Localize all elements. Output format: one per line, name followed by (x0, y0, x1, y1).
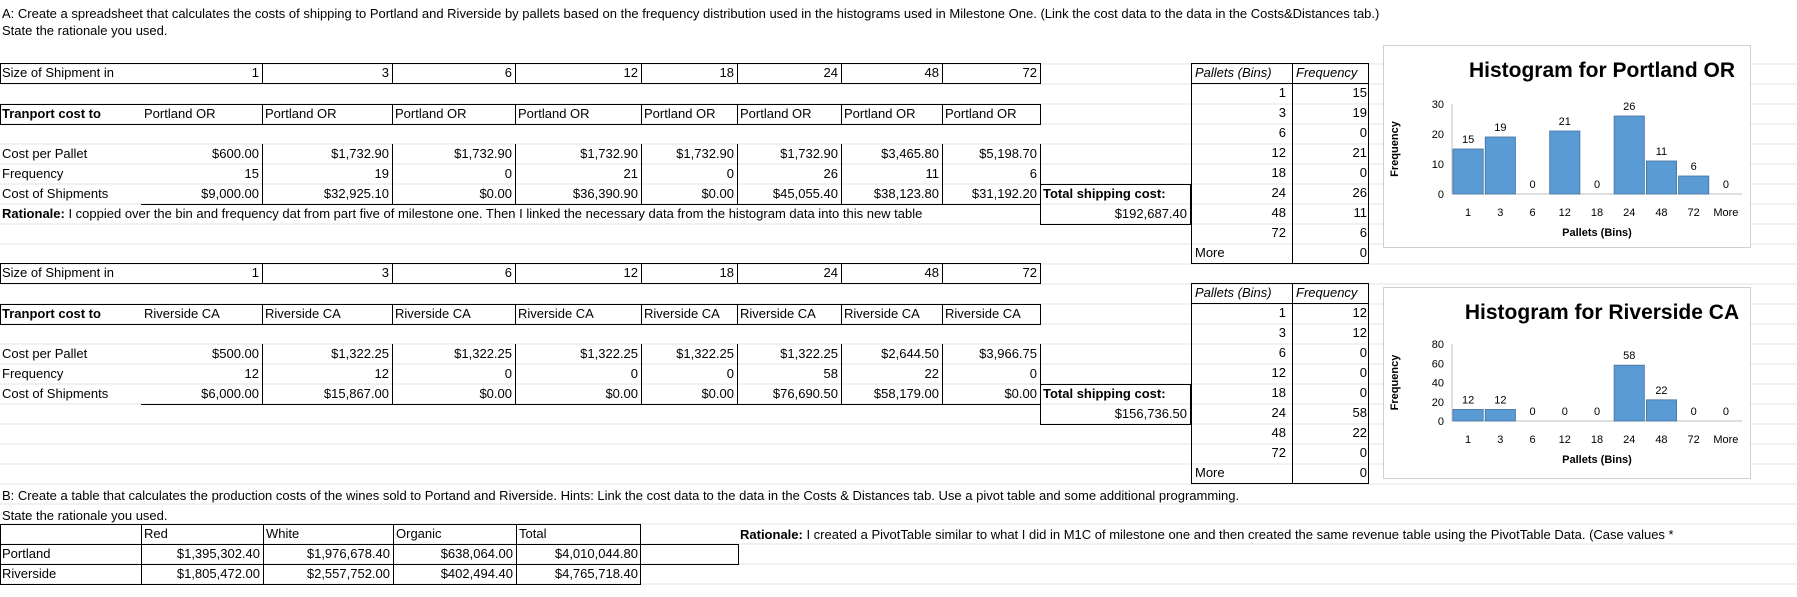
x-tick-label: 18 (1590, 434, 1604, 446)
histogram-portland-plot (1384, 46, 1750, 247)
shipment-size-cell[interactable]: 6 (504, 65, 512, 80)
destination-cell[interactable]: Portland OR (644, 106, 716, 121)
ships-cell[interactable]: $45,055.40 (772, 186, 838, 201)
y-tick-label: 30 (1431, 99, 1444, 111)
x-axis-title: Pallets (Bins) (1562, 227, 1632, 239)
destination-cell[interactable]: Portland OR (144, 106, 216, 121)
data-label-More: 0 (1722, 406, 1729, 418)
destination-cell[interactable]: Portland OR (518, 106, 590, 121)
histogram-riverside-chart[interactable] (1383, 287, 1751, 479)
costs-cell[interactable]: $3,465.80 (881, 146, 939, 161)
bin-cell[interactable]: 3 (1278, 325, 1286, 340)
x-tick-label: 24 (1623, 434, 1636, 446)
shipment-size-cell[interactable]: 24 (823, 65, 838, 80)
instruction-b-line1: B: Create a table that calculates the production costs of the wines sold to Portand and Riverside. Hints: Link the cost data to the data in the Costs & Distances tab. Use a pivot table and some additional programming. (2, 488, 1240, 503)
x-tick-label: 12 (1558, 434, 1571, 446)
cell-border (1040, 63, 1041, 84)
ships-label[interactable]: Cost of Shipments (2, 186, 109, 201)
cell-border (942, 104, 943, 125)
histogram-riverside-plot (1384, 288, 1750, 478)
cell-border (1040, 364, 1041, 384)
bar-48 (1646, 161, 1676, 194)
production-value-cell[interactable]: $4,765,718.40 (554, 566, 638, 581)
data-label-24: 58 (1623, 350, 1636, 363)
production-header[interactable]: Total (519, 526, 547, 541)
frequency-header[interactable]: Frequency (1296, 285, 1358, 300)
bin-frequency-cell[interactable]: 26 (1352, 185, 1367, 200)
rationale-label: Rationale: (2, 206, 65, 221)
cell-border (262, 304, 263, 325)
ships-cell[interactable]: $6,000.00 (201, 386, 259, 401)
cell-border (1040, 344, 1041, 364)
shipment-size-cell[interactable]: 72 (1022, 65, 1037, 80)
bin-cell[interactable]: 48 (1271, 205, 1286, 220)
y-tick-label: 80 (1431, 339, 1444, 351)
costs-cell[interactable]: $1,732.90 (331, 146, 389, 161)
costs-cell[interactable]: $1,322.25 (454, 346, 512, 361)
cell-border (737, 304, 738, 325)
bin-cell[interactable]: 12 (1271, 145, 1286, 160)
bar-3 (1485, 137, 1515, 194)
costs-cell[interactable]: $1,732.90 (580, 146, 638, 161)
y-tick-label: 20 (1431, 129, 1444, 141)
y-tick-label: 0 (1437, 189, 1444, 201)
cell-border (841, 104, 842, 125)
cell-border (1292, 63, 1293, 84)
freqs-cell[interactable]: 22 (924, 366, 939, 381)
ships-cell[interactable]: $58,179.00 (873, 386, 939, 401)
ships-cell[interactable]: $36,390.90 (572, 186, 638, 201)
costs-cell[interactable]: $1,322.25 (780, 346, 838, 361)
production-value-cell[interactable]: $4,010,044.80 (554, 546, 638, 561)
shipment-size-cell[interactable]: 48 (924, 65, 939, 80)
bin-frequency-cell[interactable]: 11 (1353, 205, 1367, 220)
destination-cell[interactable]: Riverside CA (644, 306, 720, 321)
data-label-72: 0 (1690, 406, 1697, 418)
size-label[interactable]: Size of Shipment in (2, 65, 115, 80)
y-tick-label: 10 (1431, 159, 1444, 171)
production-value-cell[interactable]: $1,805,472.00 (176, 566, 260, 581)
bar-1 (1453, 149, 1483, 194)
x-tick-label: 6 (1529, 207, 1536, 219)
destination-cell[interactable]: Riverside CA (395, 306, 471, 321)
destination-cell[interactable]: Portland OR (945, 106, 1017, 121)
x-tick-label: 3 (1497, 207, 1504, 219)
bin-cell[interactable]: 72 (1271, 445, 1286, 460)
ships-cell[interactable]: $0.00 (701, 386, 734, 401)
x-tick-label: 72 (1687, 434, 1700, 446)
cell-border (1292, 303, 1293, 484)
cell-border (942, 304, 943, 325)
freqs-cell[interactable]: 12 (374, 366, 389, 381)
shipment-size-cell[interactable]: 18 (719, 65, 734, 80)
ships-label[interactable]: Cost of Shipments (2, 386, 109, 401)
frequency-header[interactable]: Frequency (1296, 65, 1358, 80)
y-tick-label: 60 (1431, 358, 1444, 371)
x-tick-label: 48 (1655, 434, 1668, 446)
bin-cell[interactable]: 6 (1278, 125, 1286, 140)
destination-cell[interactable]: Riverside CA (945, 306, 1021, 321)
costs-cell[interactable]: $5,198.70 (979, 146, 1037, 161)
cell-border (262, 104, 263, 125)
ships-cell[interactable]: $0.00 (479, 386, 512, 401)
shipment-size-cell[interactable]: 24 (823, 265, 838, 280)
data-label-More: 0 (1722, 179, 1729, 191)
production-rationale-label: Rationale: (740, 527, 803, 542)
bin-cell[interactable]: 24 (1271, 405, 1286, 420)
cell-border (641, 544, 739, 545)
production-header[interactable]: Organic (396, 526, 442, 541)
destination-cell[interactable]: Riverside CA (844, 306, 920, 321)
data-label-18: 0 (1593, 406, 1601, 418)
bar-3 (1485, 409, 1515, 421)
bin-cell[interactable]: 1 (1278, 305, 1286, 320)
costs-cell[interactable]: $600.00 (212, 146, 259, 161)
x-tick-label: 6 (1529, 434, 1536, 446)
destination-cell[interactable]: Riverside CA (740, 306, 816, 321)
ships-cell[interactable]: $31,192.20 (971, 186, 1037, 201)
bin-frequency-cell[interactable]: 0 (1359, 125, 1367, 140)
data-label-12: 0 (1561, 406, 1568, 418)
freqs-cell[interactable]: 6 (1029, 166, 1037, 181)
cell-border (641, 104, 642, 125)
shipment-size-cell[interactable]: 12 (623, 65, 638, 80)
bins_portland-body-border (1191, 83, 1369, 264)
ships-cell[interactable]: $0.00 (605, 386, 638, 401)
bin-cell[interactable]: More (1195, 245, 1225, 260)
destination-cell[interactable]: Riverside CA (144, 306, 220, 321)
bin-frequency-cell[interactable]: 15 (1352, 85, 1367, 100)
cell-border (141, 404, 1041, 405)
destination-cell[interactable]: Riverside CA (518, 306, 594, 321)
bin-frequency-cell[interactable]: 0 (1359, 445, 1367, 460)
freqs-cell[interactable]: 0 (504, 166, 512, 181)
y-axis-title: Frequency (1389, 121, 1401, 177)
bin-cell[interactable]: 12 (1271, 365, 1286, 380)
bar-12 (1550, 131, 1580, 194)
freqs-cell[interactable]: 58 (823, 366, 838, 381)
ships-cell[interactable]: $15,867.00 (323, 386, 389, 401)
data-label-72: 6 (1690, 161, 1697, 173)
data-label-1: 15 (1461, 134, 1475, 146)
x-axis-title: Pallets (Bins) (1562, 454, 1632, 466)
costs-cell[interactable]: $1,732.90 (676, 146, 734, 161)
ships-cell[interactable]: $9,000.00 (201, 186, 259, 201)
size-label[interactable]: Size of Shipment in (2, 265, 115, 280)
x-tick-label: 48 (1655, 207, 1668, 219)
x-tick-label: 3 (1497, 434, 1504, 446)
shipment-size-cell[interactable]: 3 (381, 65, 389, 80)
ships-cell[interactable]: $38,123.80 (873, 186, 939, 201)
costs-cell[interactable]: $1,732.90 (780, 146, 838, 161)
production-value-cell[interactable]: $402,494.40 (440, 566, 513, 581)
cell-border (515, 104, 516, 125)
destination-cell[interactable]: Portland OR (740, 106, 812, 121)
ships-cell[interactable]: $0.00 (701, 186, 734, 201)
shipment-size-cell[interactable]: 6 (504, 265, 512, 280)
production-rationale-text: I created a PivotTable similar to what I did in M1C of milestone one and then created the same revenue table using the PivotTable Data. (Case values * (802, 527, 1674, 542)
bins-header[interactable]: Pallets (Bins) (1195, 285, 1272, 300)
bin-cell[interactable]: 18 (1271, 165, 1286, 180)
bin-frequency-cell[interactable]: 21 (1352, 145, 1367, 160)
bin-cell[interactable]: 72 (1271, 225, 1286, 240)
cell-border (392, 304, 393, 325)
ships-cell[interactable]: $76,690.50 (772, 386, 838, 401)
freqs-cell[interactable]: 0 (726, 366, 734, 381)
total-shipping-value[interactable]: $156,736.50 (1114, 406, 1187, 421)
production-header[interactable]: White (266, 526, 300, 541)
production-rationale (740, 525, 1674, 545)
bin-cell[interactable]: 3 (1278, 105, 1286, 120)
bin-cell[interactable]: 18 (1271, 385, 1286, 400)
total-shipping-label[interactable]: Total shipping cost: (1043, 186, 1166, 201)
data-label-3: 12 (1494, 394, 1507, 407)
freqs-cell[interactable]: 26 (823, 166, 838, 181)
data-label-1: 12 (1461, 394, 1475, 407)
bins_riverside-body-border (1191, 303, 1369, 484)
bin-frequency-cell[interactable]: 0 (1359, 245, 1367, 260)
bin-frequency-cell[interactable]: 0 (1359, 385, 1367, 400)
bar-24 (1614, 116, 1644, 194)
x-tick-label: 1 (1465, 434, 1472, 446)
cell-border (1040, 104, 1041, 125)
costs-cell[interactable]: $1,322.25 (580, 346, 638, 361)
bin-frequency-cell[interactable]: 0 (1359, 345, 1367, 360)
total-shipping-value[interactable]: $192,687.40 (1114, 206, 1187, 221)
chart-title: Histogram for Riverside CA (1464, 301, 1740, 324)
cell-border (1040, 144, 1041, 164)
shipment-size-cell[interactable]: 3 (381, 265, 389, 280)
total-shipping-label[interactable]: Total shipping cost: (1043, 386, 1166, 401)
cell-border (1040, 304, 1041, 325)
bin-frequency-cell[interactable]: 12 (1352, 305, 1367, 320)
x-tick-label: 24 (1623, 207, 1636, 219)
ships-cell[interactable]: $0.00 (479, 186, 512, 201)
freqs-cell[interactable]: 12 (244, 366, 259, 381)
freqs-cell[interactable]: 11 (925, 166, 939, 181)
y-axis-title: Frequency (1389, 354, 1401, 411)
shipment-size-cell[interactable]: 18 (719, 265, 734, 280)
production-header[interactable]: Red (144, 526, 168, 541)
instruction-a-line2: State the rationale you used. (2, 23, 168, 38)
shipment-size-cell[interactable]: 1 (251, 65, 259, 80)
cell-border (641, 304, 642, 325)
cell-border (1040, 164, 1041, 184)
histogram-portland-chart[interactable] (1383, 45, 1751, 248)
cell-border (515, 304, 516, 325)
cell-border (392, 104, 393, 125)
x-tick-label: 1 (1465, 207, 1472, 219)
x-tick-label: 18 (1590, 207, 1604, 219)
destination-cell[interactable]: Riverside CA (265, 306, 341, 321)
shipping-rationale[interactable] (2, 204, 1038, 224)
instruction-b-line2: State the rationale you used. (2, 508, 168, 523)
y-tick-label: 0 (1437, 416, 1444, 428)
rationale-text: I coppied over the bin and frequency dat from part five of milestone one. Then I linked the necessary data from the histogram data into this new table (64, 206, 923, 221)
freqs-cell[interactable]: 0 (1029, 366, 1037, 381)
freqs-cell[interactable]: 0 (630, 366, 638, 381)
x-tick-label: 72 (1687, 207, 1700, 219)
x-tick-label: More (1713, 434, 1739, 446)
y-tick-label: 20 (1431, 396, 1444, 409)
data-label-6: 0 (1529, 179, 1536, 191)
freqs-cell[interactable]: 0 (726, 166, 734, 181)
data-label-3: 19 (1494, 122, 1507, 134)
production-row-name[interactable]: Portland (2, 546, 51, 561)
freqs-cell[interactable]: 19 (374, 166, 389, 181)
ships-cell[interactable]: $0.00 (1004, 386, 1037, 401)
costs-cell[interactable]: $1,322.25 (676, 346, 734, 361)
production-value-cell[interactable]: $1,395,302.40 (176, 546, 260, 561)
freqs-cell[interactable]: 0 (504, 366, 512, 381)
instruction-a-line1: A: Create a spreadsheet that calculates the costs of shipping to Portland and Riverside by pallets based on the frequency distribution used in the histograms used in Milestone One. (Link the cost data to the data in the Costs&Distances tab.) (2, 6, 1380, 21)
transport-label[interactable]: Tranport cost to (2, 306, 101, 321)
shipment-size-cell[interactable]: 1 (251, 265, 259, 280)
bin-cell[interactable]: 6 (1278, 345, 1286, 360)
shipment-size-cell[interactable]: 72 (1022, 265, 1037, 280)
cell-border (841, 304, 842, 325)
data-label-48: 22 (1655, 384, 1668, 397)
costs-cell[interactable]: $1,732.90 (454, 146, 512, 161)
freqs-cell[interactable]: 15 (244, 166, 259, 181)
bin-frequency-cell[interactable]: 19 (1352, 105, 1367, 120)
y-tick-label: 40 (1431, 377, 1444, 390)
freqs-label[interactable]: Frequency (2, 166, 64, 181)
cell-border (737, 104, 738, 125)
destination-cell[interactable]: Portland OR (844, 106, 916, 121)
bar-72 (1679, 176, 1709, 194)
cell-border (1292, 83, 1293, 264)
bin-frequency-cell[interactable]: 58 (1352, 405, 1367, 420)
cell-border (1040, 263, 1041, 284)
production-value-cell[interactable]: $2,557,752.00 (306, 566, 390, 581)
x-tick-label: More (1713, 207, 1739, 219)
shipment-size-cell[interactable]: 48 (924, 265, 939, 280)
destination-cell[interactable]: Portland OR (265, 106, 337, 121)
costs-cell[interactable]: $3,966.75 (979, 346, 1037, 361)
cell-border (738, 544, 739, 565)
bar-24 (1614, 365, 1644, 421)
bin-cell[interactable]: More (1195, 465, 1225, 480)
bin-frequency-cell[interactable]: 22 (1352, 425, 1367, 440)
bar-1 (1453, 409, 1483, 421)
cell-border (641, 564, 739, 565)
bin-cell[interactable]: 24 (1271, 185, 1286, 200)
transport-label[interactable]: Tranport cost to (2, 106, 101, 121)
bin-frequency-cell[interactable]: 6 (1359, 225, 1367, 240)
data-label-48: 11 (1655, 146, 1668, 158)
data-label-24: 26 (1623, 101, 1636, 113)
bin-cell[interactable]: 48 (1271, 425, 1286, 440)
shipment-size-cell[interactable]: 12 (623, 265, 638, 280)
costs-label[interactable]: Cost per Pallet (2, 146, 88, 161)
freqs-cell[interactable]: 21 (623, 166, 638, 181)
cell-border (1292, 283, 1293, 304)
bin-frequency-cell[interactable]: 0 (1359, 365, 1367, 380)
data-label-6: 0 (1529, 406, 1536, 418)
costs-cell[interactable]: $2,644.50 (881, 346, 939, 361)
destination-cell[interactable]: Portland OR (395, 106, 467, 121)
bins-header[interactable]: Pallets (Bins) (1195, 65, 1272, 80)
ships-cell[interactable]: $32,925.10 (323, 186, 389, 201)
production-value-cell[interactable]: $1,976,678.40 (306, 546, 390, 561)
bar-48 (1646, 400, 1676, 421)
bin-frequency-cell[interactable]: 0 (1359, 465, 1367, 480)
bin-frequency-cell[interactable]: 12 (1352, 325, 1367, 340)
bin-cell[interactable]: 1 (1278, 85, 1286, 100)
x-tick-label: 12 (1558, 207, 1571, 219)
bin-frequency-cell[interactable]: 0 (1359, 165, 1367, 180)
data-label-12: 21 (1558, 116, 1571, 128)
production-value-cell[interactable]: $638,064.00 (440, 546, 513, 561)
costs-cell[interactable]: $500.00 (212, 346, 259, 361)
costs-cell[interactable]: $1,322.25 (331, 346, 389, 361)
costs-label[interactable]: Cost per Pallet (2, 346, 88, 361)
chart-title: Histogram for Portland OR (1468, 59, 1736, 82)
data-label-18: 0 (1593, 179, 1601, 191)
production-row-name[interactable]: Riverside (2, 566, 57, 581)
freqs-label[interactable]: Frequency (2, 366, 64, 381)
